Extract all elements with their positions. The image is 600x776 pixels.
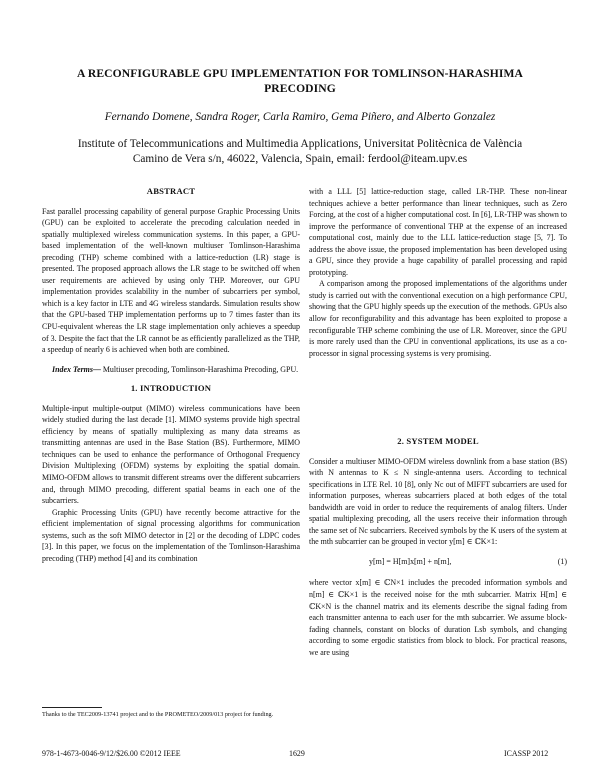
index-terms-text: Multiuser precoding, Tomlinson-Harashima Precoding, GPU. — [100, 364, 299, 374]
equation-number: (1) — [557, 556, 567, 566]
system-model-heading: 2. SYSTEM MODEL — [397, 436, 479, 446]
index-terms-label: Index Terms— — [52, 364, 101, 374]
footnote-rule — [42, 707, 102, 708]
left-column — [42, 186, 300, 564]
equation-1 — [309, 556, 567, 568]
right-column-bottom — [309, 436, 567, 658]
right-column-top — [309, 186, 567, 359]
intro-paragraph-3: with a LLL [5] lattice-reduction stage, called LR-THP. These non-linear techniques achieve a better performance than linear techniques, such as Zero Forcing, at the cost of a higher computational cost. In [6], LR-THP was shown to improve the performance of conventional THP at the expense of an increased computational cost, mainly due to the LLL lattice-reduction stage [5, 7]. To address the above issue, the proposed implementation has been developed using a GPU, since they provide a huge capability of parallel processing and rapid prototyping. — [309, 187, 567, 277]
equation-body: y[m] = H[m]x[m] + n[m], — [369, 556, 452, 566]
footer-conference: ICASSP 2012 — [504, 749, 549, 758]
intro-paragraph-2: Graphic Processing Units (GPU) have recently become attractive for the efficient implementation of signal processing algorithms for communication systems, such as the soft MIMO detector in [2] or the decoding of LDPC codes [3]. In this paper, we focus on the implementation of the Tomlinson-Harashima precoding (THP) method [4] and its combination — [42, 507, 300, 563]
affiliation-line-2: Camino de Vera s/n, 46022, Valencia, Spain, email: ferdool@iteam.upv.es — [132, 153, 468, 165]
system-model-paragraph-2: where vector x[m] ∈ ℂN×1 includes the precoded information symbols and n[m] ∈ ℂK×1 is the received noise for the mth subcarrier. Matrix H[m] ∈ ℂK×N is the channel matrix and its elements describe the signal fading from each transmitter antenna to each user for the mth subcarrier. We assume block-fading channels, constant on blocks of duration Lsb symbols, and changing according to some ergodic statistics from block to block. For practical reasons, we are using — [309, 578, 567, 657]
title-line-1: A RECONFIGURABLE GPU IMPLEMENTATION FOR TOMLINSON-HARASHIMA — [77, 67, 523, 80]
title-line-2: PRECODING — [264, 82, 336, 95]
footer-page-number: 1629 — [289, 749, 305, 758]
footnote: Thanks to the TEC2009-13741 project and to the PROMETEO/2009/013 project for funding. — [42, 711, 274, 718]
index-terms — [42, 364, 300, 376]
introduction-heading: 1. INTRODUCTION — [130, 383, 212, 394]
system-model-paragraph-1: Consider a multiuser MIMO-OFDM wireless downlink from a base station (BS) with N antennas to K ≤ N single-antenna users. According to technical specifications in LTE Rel. 10 [8], only Nc out of MIFFT subcarriers are used for information purposes, whereas subcarriers placed at both edges of the total bandwidth are void in order to reduce the requirements of analog filters. Under spatial multiplexing precoding, all the users receive their information through the same set of Nc subcarriers. Received symbols by the K users of the system at the mth subcarrier can be grouped in vector y[m] ∈ ℂK×1: — [309, 456, 567, 547]
abstract-heading: ABSTRACT — [146, 186, 196, 196]
paper-title — [40, 66, 560, 96]
intro-paragraph-1: Multiple-input multiple-output (MIMO) wireless communications have been widely studied during the last decade [1]. MIMO systems provide high spectral efficiency by means of spatially multiplexing as many data streams as transmitting antennas are used in the Base Station (BS). Furthermore, MIMO techniques can be used to enhance the performance of Orthogonal Frequency Division Multiplexing (OFDM) systems by exploiting the spatial domain. MIMO-OFDM allows to transmit different streams over the different subcarriers and, through MIMO precoding, different spatial beams in each one of the subcarriers. — [42, 403, 300, 506]
abstract-text: Fast parallel processing capability of general purpose Graphic Processing Units (GPU) can be exploited to accelerate the precoding calculation needed in spatially multiplexed wireless communication systems. In this paper, a GPU-based implementation of the well-known multiuser Tomlinson-Harashima precoding (THP) scheme combined with a lattice-reduction (LR) stage is presented. The proposed approach allows the LR stage to be switched off when user requirements are achieved by using only THP. Moreover, our GPU implementation provides scalability in the number of subcarriers per symbol, which is a key factor in LTE and 4G wireless standards. Simulation results show that the GPU-based THP implementation performs up to 7 times faster than its CPU-equivalent whereas the LR stage implementation only achieves a speedup of 3. Despite the fact that the LR cannot be as efficiently parallelized as the THP, a speedup of nearly 6 is achieved when both are combined. — [42, 206, 300, 355]
affiliation-line-1: Institute of Telecommunications and Multimedia Applications, Universitat Politècnica de València — [77, 138, 523, 150]
intro-paragraph-4: A comparison among the proposed implementations of the algorithms under study is carried out with the conventional execution on a high performance CPU, showing that the GPU highly speeds up the execution of the methods. GPUs also allow for reconfigurability and this advantage has been exploited to propose a reconfigurable THP scheme combining the use of LR. Moreover, since the GPU is more rarely used than the CPU in conventional applications, its use as a co-processor in signal processing systems is very promising. — [309, 279, 567, 358]
affiliation — [30, 137, 570, 167]
footer-isbn: 978-1-4673-0046-9/12/$26.00 ©2012 IEEE — [42, 749, 181, 758]
author-list: Fernando Domene, Sandra Roger, Carla Ramiro, Gema Piñero, and Alberto Gonzalez — [104, 111, 496, 123]
